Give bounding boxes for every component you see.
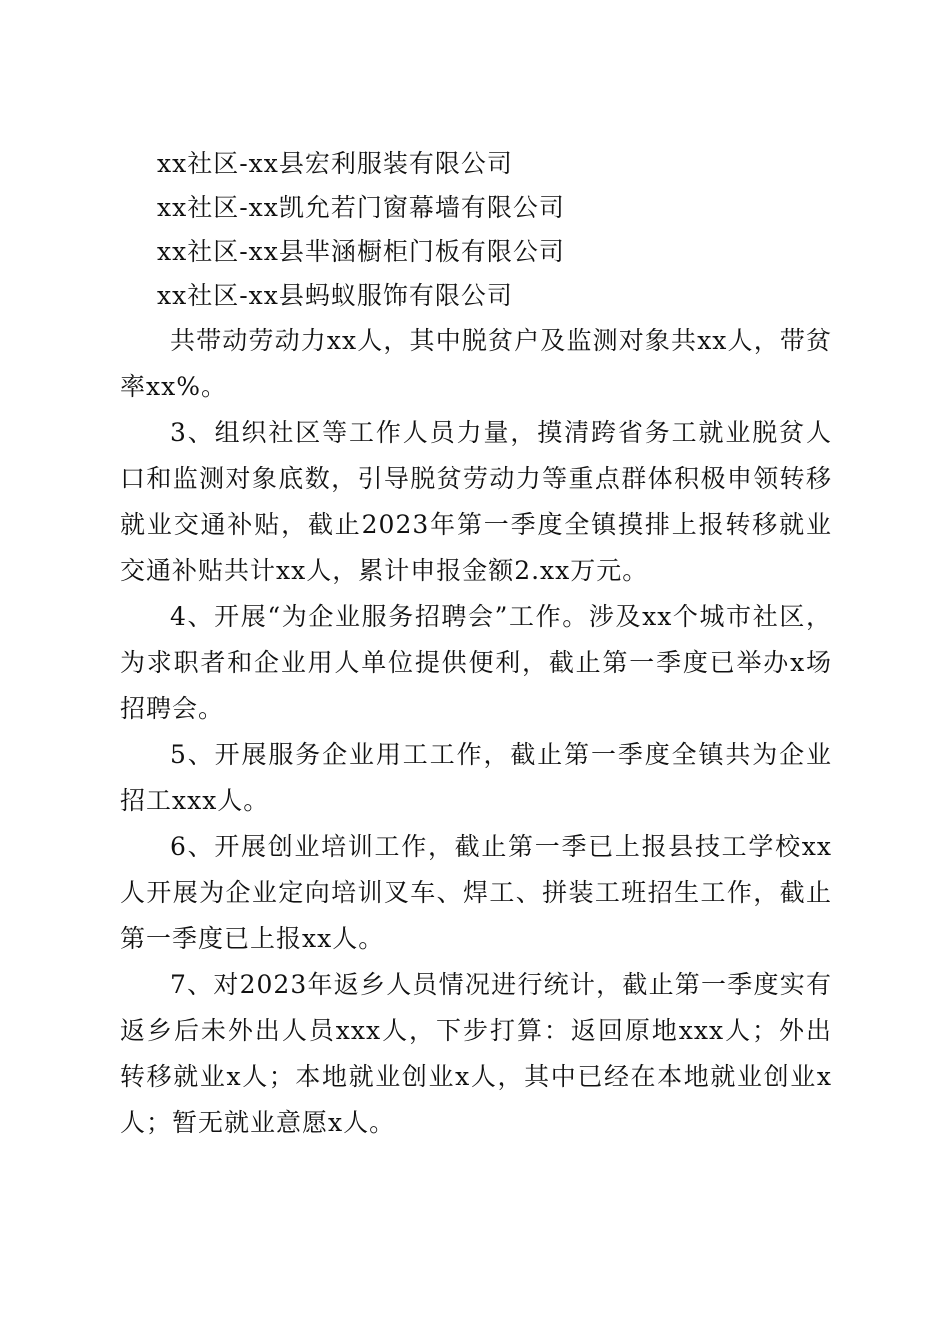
company-item-2: xx社区-xx凯允若门窗幕墙有限公司 [157,193,565,222]
company-list [157,142,837,318]
company-item-1: xx社区-xx县宏利服装有限公司 [157,149,513,178]
item-5-paragraph: 5、开展服务企业用工工作，截止第一季度全镇共为企业招工xxx人。 [120,740,832,815]
company-item-3: xx社区-xx县芈涵橱柜门板有限公司 [157,237,565,266]
item-4-paragraph: 4、开展“为企业服务招聘会”工作。涉及xx个城市社区，为求职者和企业用人单位提供便利，截止第一季度已举办x场招聘会。 [120,602,832,723]
document-body [120,318,832,1146]
item-7-paragraph: 7、对2023年返乡人员情况进行统计，截止第一季度实有返乡后未外出人员xxx人，下步打算：返回原地xxx人；外出转移就业x人；本地就业创业x人，其中已经在本地就业创业x人；暂无就业意愿x人。 [120,970,832,1137]
item-3-paragraph: 3、组织社区等工作人员力量，摸清跨省务工就业脱贫人口和监测对象底数，引导脱贫劳动力等重点群体积极申领转移就业交通补贴，截止2023年第一季度全镇摸排上报转移就业交通补贴共计xx人，累计申报金额2.xx万元。 [120,418,832,585]
item-6-paragraph: 6、开展创业培训工作，截止第一季已上报县技工学校xx人开展为企业定向培训叉车、焊工、拼装工班招生工作，截止第一季度已上报xx人。 [120,832,832,953]
company-item-4: xx社区-xx县蚂蚁服饰有限公司 [157,281,513,310]
labor-summary-paragraph: 共带动劳动力xx人，其中脱贫户及监测对象共xx人，带贫率xx%。 [120,326,832,401]
